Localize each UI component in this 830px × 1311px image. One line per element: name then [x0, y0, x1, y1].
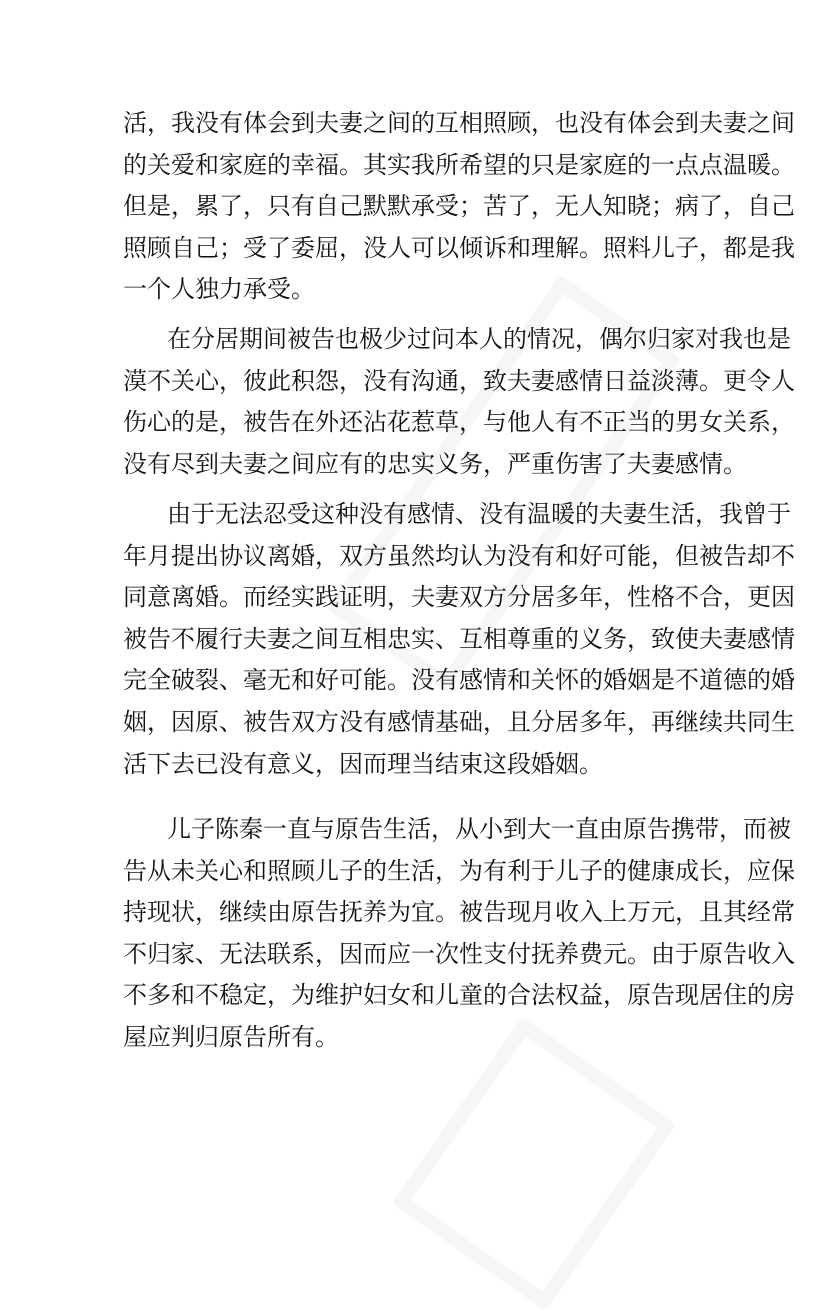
text-line: 儿子陈秦一直与原告生活，从小到大一直由原告携带，而被	[167, 815, 791, 843]
text-line: 不多和不稳定，为维护妇女和儿童的合法权益，原告现居住的房	[123, 981, 795, 1010]
text-line: 活，我没有体会到夫妻之间的互相照顾，也没有体会到夫妻之间	[123, 109, 795, 137]
text-line: 由于无法忍受这种没有感情、没有温暖的夫妻生活，我曾于	[167, 500, 791, 528]
text-line: 在分居期间被告也极少过问本人的情况，偶尔归家对我也是	[167, 325, 791, 353]
paragraph-3	[123, 494, 795, 785]
text-line: 的关爱和家庭的幸福。其实我所希望的只是家庭的一点点温暖。	[123, 150, 795, 179]
paragraph-1	[123, 103, 795, 311]
text-line: 持现状，继续由原告抚养为宜。被告现月收入上万元，且其经常	[123, 898, 795, 927]
text-line: 但是，累了，只有自己默默承受；苦了，无人知晓；病了，自己	[123, 192, 795, 221]
text-line: 漠不关心，彼此积怨，没有沟通，致夫妻感情日益淡薄。更令人	[123, 366, 795, 395]
watermark	[392, 1017, 677, 1311]
text-line: 伤心的是，被告在外还沾花惹草，与他人有不正当的男女关系，	[123, 408, 795, 437]
text-line: 年月提出协议离婚，双方虽然均认为没有和好可能，但被告却不	[123, 541, 795, 570]
text-line: 没有尽到夫妻之间应有的忠实义务，严重伤害了夫妻感情。	[123, 449, 747, 478]
text-line: 不归家、无法联系，因而应一次性支付抚养费元。由于原告收入	[123, 939, 795, 968]
text-line: 完全破裂、毫无和好可能。没有感情和关怀的婚姻是不道德的婚	[123, 666, 795, 695]
text-line: 照顾自己；受了委屈，没人可以倾诉和理解。照料儿子，都是我	[123, 233, 795, 262]
text-line: 被告不履行夫妻之间互相忠实、互相尊重的义务，致使夫妻感情	[123, 624, 795, 653]
paragraph-4	[123, 809, 795, 1059]
text-line: 屋应判归原告所有。	[123, 1022, 339, 1051]
paragraph-2	[123, 319, 795, 485]
text-line: 活下去已没有意义，因而理当结束这段婚姻。	[123, 749, 603, 778]
text-line: 同意离婚。而经实践证明，夫妻双方分居多年，性格不合，更因	[123, 583, 795, 612]
text-line: 姻，因原、被告双方没有感情基础，且分居多年，再继续共同生	[123, 707, 795, 736]
text-line: 告从未关心和照顾儿子的生活，为有利于儿子的健康成长，应保	[123, 856, 795, 885]
text-line: 一个人独力承受。	[123, 275, 315, 304]
